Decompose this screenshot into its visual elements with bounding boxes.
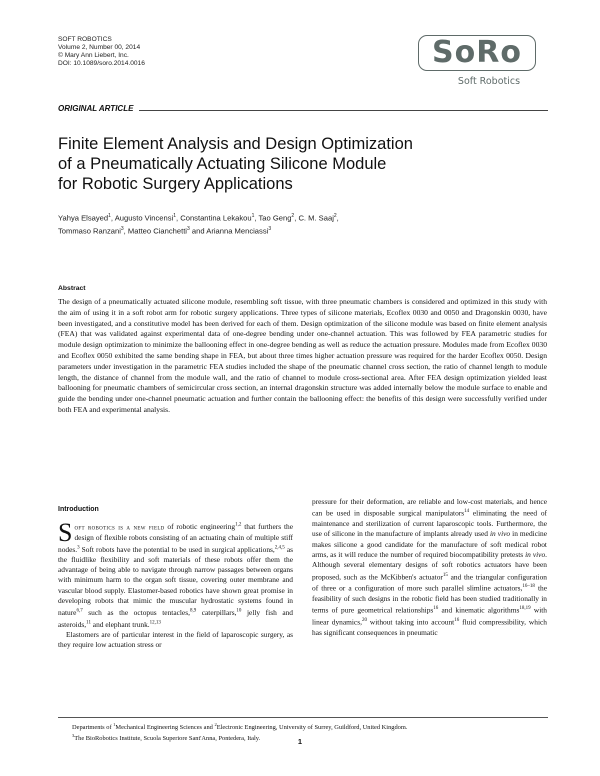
author-affiliation-mark: 1: [108, 213, 111, 219]
article-type-rule: [139, 110, 548, 111]
author-affiliation-mark: 3: [268, 225, 272, 232]
body-column-left: [58, 518, 293, 650]
affiliation-line: $^3$The BioRobotics Institute, Scuola Superiore Sant'Anna, Pontedera, Italy.: [72, 733, 261, 743]
author-affiliation-mark: 3: [187, 225, 190, 232]
affiliation-mark: 2: [214, 722, 217, 727]
author-name: Constantina Lekakou: [180, 213, 252, 223]
author-name: Tao Geng: [258, 213, 292, 223]
citation-ref[interactable]: 8,9: [189, 608, 197, 614]
italic-term: in vivo: [525, 549, 546, 559]
text-segment: with linear dynamics,: [312, 605, 547, 627]
intro-paragraph-1-text: [58, 518, 293, 629]
text-segment: caterpillars,: [196, 607, 237, 617]
text-segment: eliminating the need of maintenance and sterilization of current laparoscopic tools. Furthermore, the use of silicone in the manufacture of implants already used: [312, 508, 547, 539]
author-affiliation-mark: 3: [120, 225, 124, 232]
article-type-bar: [58, 104, 548, 113]
citation-ref[interactable]: 6,7: [76, 608, 83, 614]
page-number: 1: [297, 737, 303, 746]
author-name: C. M. Saaj: [298, 213, 334, 223]
text-segment: of robotic engineering: [164, 522, 236, 532]
citation-ref[interactable]: 14: [464, 509, 470, 515]
journal-info: [58, 36, 145, 68]
citation-ref[interactable]: 20: [361, 618, 367, 624]
author-name: Matteo Cianchetti: [127, 226, 187, 236]
text-segment: in medicine makes silicone a good candidate for the manufacture of soft medical robot arms, as it will reduce the number of required biocompatibility pretests: [312, 529, 548, 559]
text-segment: such as the octopus tentacles,: [82, 607, 190, 617]
citation-ref[interactable]: 16–18: [522, 584, 535, 590]
citation-ref[interactable]: 16: [433, 606, 439, 612]
intro-paragraph-1: [58, 518, 293, 630]
citation-ref[interactable]: 3: [77, 545, 80, 551]
text-segment: pressure for their deformation, are reliable and low-cost materials, and hence can be used in disposable surgical manipulators: [312, 497, 547, 518]
text-segment: without taking into account: [366, 617, 455, 627]
text-segment: and kinematic algorithms: [438, 605, 520, 615]
journal-doi: DOI: 10.1089/soro.2014.0016: [58, 60, 145, 67]
soro-logo: [418, 35, 538, 87]
author-affiliation-mark: 1: [251, 213, 255, 219]
citation-ref[interactable]: 15: [442, 572, 448, 578]
affiliation-mark: 1: [113, 722, 116, 727]
title-line: Finite Element Analysis and Design Optimization: [58, 135, 413, 153]
article-title: [58, 134, 508, 194]
author-affiliation-mark: 1: [173, 213, 177, 219]
text-segment: the feasibility of such designs in the robotic field has been studied traditionally in terms of pure geometrical relationships: [312, 583, 547, 615]
abstract-heading: Abstract: [58, 285, 86, 292]
footnote-rule: [58, 717, 548, 718]
title-line: for Robotic Surgery Applications: [58, 175, 293, 193]
body-column-right: [312, 497, 547, 638]
title-line: of a Pneumatically Actuating Silicone Module: [58, 155, 387, 173]
citation-ref[interactable]: 1,2: [235, 523, 242, 528]
author-affiliation-mark: 2: [333, 213, 337, 219]
text-segment: and elephant trunk.: [90, 619, 150, 629]
author-name: Tommaso Ranzani: [58, 226, 121, 236]
text-segment: Soft robots have the potential to be used in surgical applications,: [79, 544, 275, 554]
text-segment: and the triangular configuration of three or a configuration of more such parallel slimline actuators,: [312, 572, 548, 593]
article-type-label: ORIGINAL ARTICLE: [58, 104, 134, 113]
citation-ref[interactable]: 16: [454, 618, 460, 624]
text-segment: that furthers the design of flexible robots consisting of an actuating chain of multiple stiff nodes.: [58, 522, 293, 554]
author-affiliation-mark: 2: [291, 213, 295, 219]
journal-volume: Volume 2, Number 00, 2014: [58, 44, 141, 51]
journal-name: SOFT ROBOTICS: [58, 36, 112, 43]
abstract-text: The design of a pneumatically actuated silicone module, resembling soft tissue, with three pneumatic chambers is considered and optimized in this study with the aim of using it in a soft robot arm for robotic surgery applications. Three types of silicone materials, Ecoflex 0030 and 0050 and Dragonskin 0030, have been investigated, and a constitutive model has been derived for each of them. Design optimization of the silicone module was based on finite element analysis (FEA) that was validated against experimental data of one-degree bending under one-channel actuation. This was followed by FEA parametric studies for module design optimization to minimize the ballooning effect in one-degree bending as well as reduce the actuation pressure. Modules made from Ecoflex 0030 and Ecoflex 0050 exhibited the same bending shape in FEA, but about three times higher actuation pressure was required for the harder Ecoflex 0050. Design parameters under investigation in the parametric FEA studies included the shape of the pneumatic channel cross section, the ratio of channel length to module length, the distance of channel from the module wall, and the ratio of channel to module cross-sectional area. After FEA design optimization yielded least ballooning for pneumatic chambers of semicircular cross section, an internal dragonskin structure was added internally below the module surface to enable and guide the bending under one-channel pneumatic actuation and further contain the ballooning effect: the benefits of this design were successfully verified under both FEA and experimental analysis.: [58, 297, 547, 414]
italic-term: in vivo: [490, 529, 511, 539]
text-segment: . Although several elementary designs of soft robotics actuators have been proposed, such as the McKibben's actuator: [312, 549, 547, 582]
text-segment: fluid compressibility, which has significant consequences in pneumatic: [312, 617, 547, 637]
citation-ref[interactable]: 10: [236, 608, 242, 614]
introduction-heading: Introduction: [58, 506, 99, 513]
affiliation-line: Departments of $^1$Mechanical Engineering Sciences and $^2$Electronic Engineering, University of Surrey, Guildford, United Kingdom.: [72, 722, 408, 732]
author-name: Arianna Menciassi: [206, 226, 269, 236]
journal-copyright: © Mary Ann Liebert, Inc.: [58, 52, 129, 59]
affiliation-mark: 3: [72, 733, 75, 739]
text-segment: as the fluidlike flexibility and soft materials of these robots offer them the advantage of being able to navigate through narrow passages between organs with minimum harm to the organ soft tissue, covering outer membrane and vascular blood supply. Elastomer-based robotics have shown great promise in developing robots that mimic the muscular hydrostatic systems found in nature: [58, 544, 293, 617]
citation-ref[interactable]: 2,4,5: [274, 545, 285, 551]
author-name: Yahya Elsayed: [58, 213, 109, 223]
text-segment: jelly fish and asteroids,: [58, 607, 293, 629]
intro-paragraph-2-continued: [312, 497, 547, 638]
intro-paragraph-2-start: Elastomers are of particular interest in the field of laparoscopic surgery, as they require low actuation stress or: [58, 629, 293, 650]
citation-ref[interactable]: 12,13: [149, 620, 161, 626]
author-list: Yahya Elsayed$^1$, Augusto Vincensi$^1$, Constantina Lekakou$^1$, Tao Geng$^2$, C. M. Saaj$^2$, Tommaso Ranzani$^3$, Matteo Cianchetti$^3$ and Arianna Menciassi$^3$: [58, 213, 339, 236]
citation-ref[interactable]: 11: [86, 620, 91, 626]
drop-cap: S: [58, 518, 73, 547]
logo-box: [418, 35, 536, 71]
citation-ref[interactable]: 18,19: [519, 606, 531, 612]
small-caps-lead: oft robotics is a new field: [74, 522, 165, 532]
logo-mark: SoRo: [432, 35, 522, 70]
author-name: Augusto Vincensi: [114, 213, 174, 223]
logo-subtitle: Soft Robotics: [457, 76, 521, 87]
